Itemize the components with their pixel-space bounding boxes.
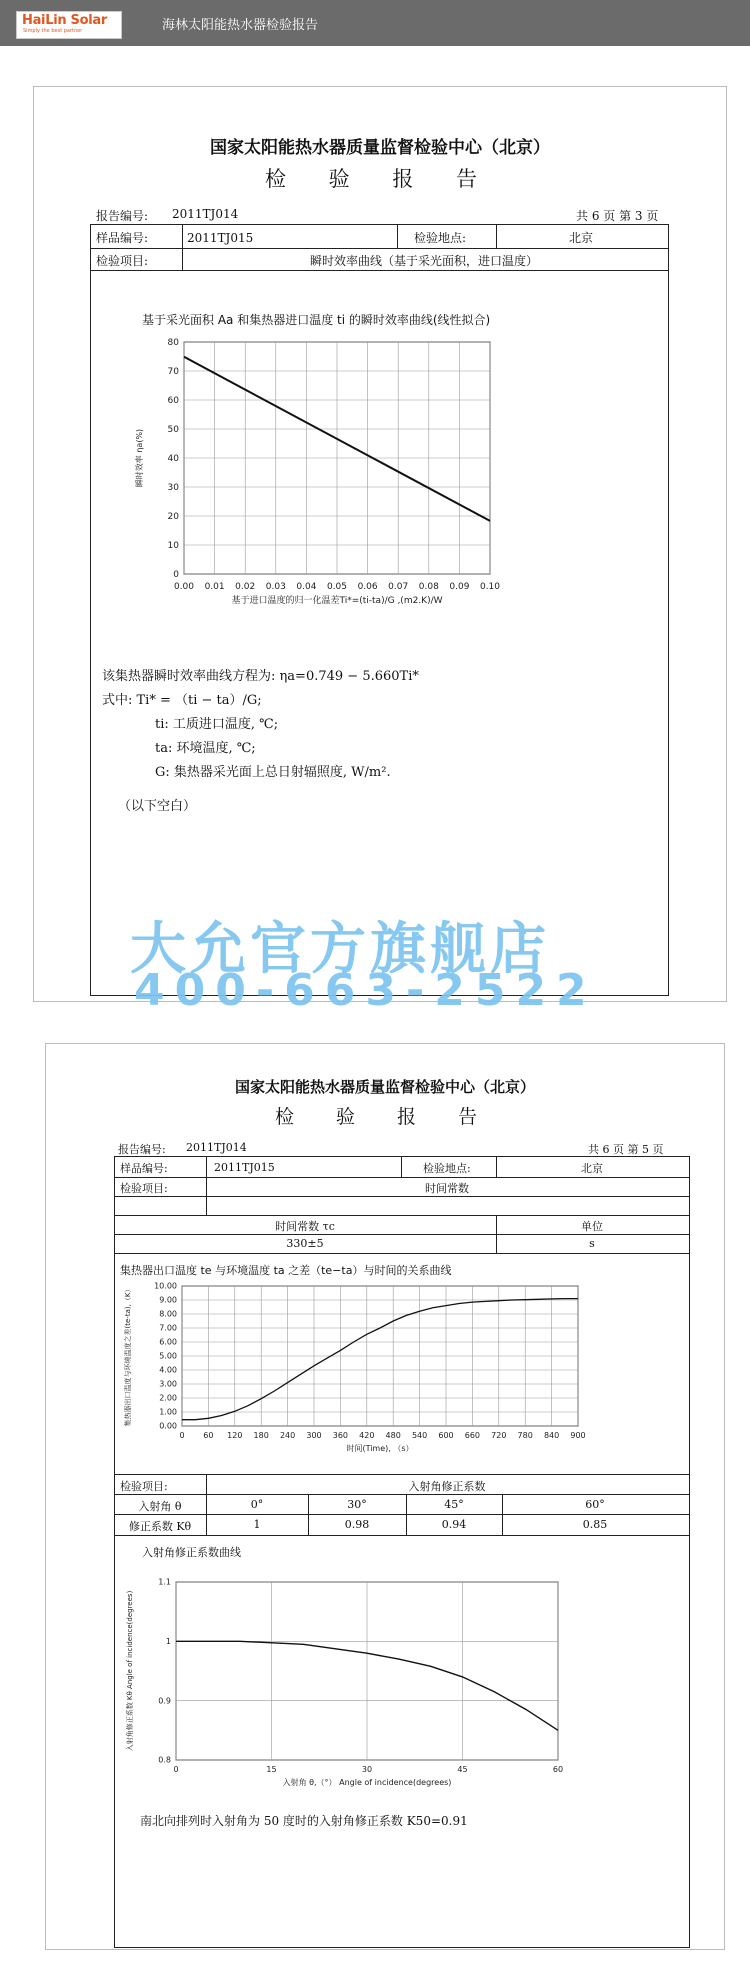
x-tick-label: 300 (306, 1431, 322, 1440)
report-page-3 (33, 86, 727, 1002)
page-info: 共 6 页 第 5 页 (588, 1143, 664, 1156)
logo-text: HaiLin Solar (22, 13, 107, 28)
report-no: 2011TJ014 (172, 207, 239, 221)
x-tick-label: 0.09 (449, 582, 470, 592)
equation-line: ta: 环境温度, ℃; (155, 741, 256, 756)
y-tick-label: 0.9 (158, 1696, 171, 1706)
blank-note: （以下空白） (118, 799, 197, 814)
report-title: 检 验 报 告 (274, 1106, 496, 1128)
col-divider (401, 1156, 402, 1177)
y-tick-label: 20 (167, 512, 179, 522)
row-divider (114, 1215, 689, 1216)
y-tick-label: 1.1 (158, 1577, 171, 1587)
y-tick-label: 0.8 (158, 1755, 171, 1765)
x-tick-label: 60 (552, 1765, 564, 1774)
top-bar (0, 0, 750, 46)
watermark-phone: 400-663-2522 (134, 965, 597, 1016)
x-tick-label: 120 (227, 1431, 243, 1440)
y-tick-label: 40 (167, 454, 179, 464)
sample-no: 2011TJ015 (214, 1161, 275, 1174)
iam-chart-title: 入射角修正系数曲线 (142, 1546, 241, 1559)
row-divider (90, 248, 668, 249)
watermark-store-name: 大允官方旗舰店 (130, 917, 550, 982)
location-label: 检验地点: (414, 231, 467, 245)
x-tick-label: 45 (457, 1765, 468, 1774)
x-tick-label: 900 (570, 1431, 586, 1440)
row-divider (114, 1234, 689, 1235)
x-tick-label: 0.00 (173, 582, 195, 592)
x-tick-label: 0.08 (418, 582, 439, 592)
unit-value: s (589, 1237, 595, 1250)
y-tick-label: 3.00 (159, 1379, 177, 1389)
equation-line: ti: 工质进口温度, ℃; (155, 717, 279, 732)
angle-cell: 60° (585, 1498, 605, 1511)
row-divider (114, 1253, 689, 1254)
report-no-label: 报告编号: (118, 1143, 166, 1156)
y-axis-label: 集热器出口温度与环境温度之差(te-ta),（K） (124, 1285, 132, 1427)
y-tick-label: 60 (167, 396, 179, 406)
sample-no: 2011TJ015 (187, 231, 254, 245)
time-constant-chart (118, 1280, 686, 1460)
x-tick-label: 780 (517, 1431, 533, 1440)
item2: 入射角修正系数 (408, 1480, 486, 1493)
x-tick-label: 0 (173, 1765, 179, 1774)
y-tick-label: 1.00 (159, 1407, 177, 1417)
page-title: 海林太阳能热水器检验报告 (162, 18, 319, 33)
report-no: 2011TJ014 (186, 1141, 247, 1154)
equation-line: 式中: Ti* = （ti − ta）/G; (102, 693, 262, 708)
y-tick-label: 2.00 (159, 1393, 177, 1403)
location: 北京 (581, 1162, 603, 1175)
x-tick-label: 840 (543, 1431, 560, 1440)
item: 时间常数 (425, 1182, 469, 1195)
x-tick-label: 0.10 (479, 582, 501, 592)
x-tick-label: 15 (266, 1765, 277, 1774)
x-axis-label: 时间(Time), （s） (346, 1444, 414, 1453)
y-tick-label: 10 (167, 541, 179, 551)
iam-chart (118, 1564, 686, 1794)
series-line (182, 1299, 578, 1420)
angle-cell: 45° (444, 1498, 464, 1511)
item2-label: 检验项目: (120, 1480, 168, 1493)
row-divider (114, 1474, 689, 1475)
x-tick-label: 660 (464, 1431, 481, 1440)
x-tick-label: 180 (253, 1431, 269, 1440)
x-tick-label: 720 (491, 1431, 507, 1440)
chart-title: 集热器出口温度 te 与环境温度 ta 之差（te−ta）与时间的关系曲线 (120, 1264, 452, 1277)
x-tick-label: 540 (411, 1431, 428, 1440)
org-name: 国家太阳能热水器质量监督检验中心（北京） (210, 138, 550, 158)
row-divider (114, 1494, 689, 1495)
x-tick-label: 0.04 (296, 582, 317, 592)
x-tick-label: 0.01 (204, 582, 225, 592)
row-divider (114, 1177, 689, 1178)
y-tick-label: 70 (167, 367, 179, 377)
report-no-label: 报告编号: (96, 209, 149, 223)
time-constant-header: 时间常数 τc (275, 1220, 335, 1233)
col-divider (397, 224, 398, 248)
report-page-5 (45, 1043, 725, 1950)
location: 北京 (568, 231, 593, 245)
report-title: 检 验 报 告 (264, 167, 496, 191)
k-cell: 0.98 (344, 1518, 370, 1531)
item-label: 检验项目: (120, 1182, 168, 1195)
org-name: 国家太阳能热水器质量监督检验中心（北京） (234, 1078, 535, 1096)
y-axis-label: 瞬时效率 ηa(%) (135, 428, 144, 488)
x-tick-label: 0 (179, 1431, 185, 1440)
y-tick-label: 50 (167, 425, 179, 435)
y-tick-label: 0 (173, 570, 179, 580)
item: 瞬时效率曲线（基于采光面积，进口温度） (309, 254, 538, 268)
y-tick-label: 0.00 (159, 1421, 177, 1431)
sample-no-label: 样品编号: (120, 1162, 168, 1175)
x-tick-label: 360 (332, 1431, 349, 1440)
y-tick-label: 8.00 (159, 1309, 177, 1319)
item-label: 检验项目: (96, 254, 149, 268)
k-label: 修正系数 Kθ (128, 1520, 192, 1533)
y-axis-label: 入射角修正系数 Kθ Angle of incidence(degrees) (126, 1590, 134, 1752)
logo-tagline: Simply the best partner (23, 28, 83, 34)
x-tick-label: 600 (438, 1431, 454, 1440)
row-divider (90, 270, 668, 271)
x-axis-label: 入射角 θ,（°） Angle of incidence(degrees) (282, 1778, 452, 1787)
equation-line: 该集热器瞬时效率曲线方程为: ηa=0.749 − 5.660Ti* (102, 669, 419, 684)
y-tick-label: 7.00 (159, 1323, 177, 1333)
row-divider (114, 1196, 689, 1197)
x-tick-label: 30 (361, 1765, 373, 1774)
x-tick-label: 240 (279, 1431, 296, 1440)
angle-cell: 30° (347, 1498, 367, 1511)
sample-no-label: 样品编号: (96, 231, 149, 245)
y-tick-label: 1 (165, 1637, 171, 1646)
x-axis-label: 基于进口温度的归一化温差Ti*=(ti-ta)/G ,(m2.K)/W (231, 596, 443, 606)
equation-line: G: 集热器采光面上总日射辐照度, W/m². (155, 765, 391, 780)
location-label: 检验地点: (423, 1162, 471, 1175)
x-tick-label: 420 (359, 1431, 375, 1440)
y-tick-label: 6.00 (159, 1337, 177, 1347)
chart-title: 基于采光面积 Aa 和集热器进口温度 ti 的瞬时效率曲线(线性拟合) (142, 313, 491, 327)
efficiency-chart (104, 332, 664, 632)
row-divider (114, 1514, 689, 1515)
angle-cell: 0° (250, 1498, 264, 1511)
x-tick-label: 480 (385, 1431, 401, 1440)
x-tick-label: 0.02 (235, 582, 256, 592)
row-divider (114, 1535, 689, 1536)
time-constant-value: 330±5 (286, 1237, 324, 1250)
k-cell: 0.85 (582, 1518, 608, 1531)
angle-label: 入射角 θ (138, 1500, 182, 1513)
logo[interactable] (16, 11, 122, 39)
footnote: 南北向排列时入射角为 50 度时的入射角修正系数 K50=0.91 (140, 1814, 468, 1828)
page-info: 共 6 页 第 3 页 (576, 209, 659, 223)
y-tick-label: 30 (167, 483, 179, 493)
x-tick-label: 0.07 (388, 582, 409, 592)
x-tick-label: 0.03 (265, 582, 286, 592)
y-tick-label: 9.00 (159, 1295, 177, 1305)
y-tick-label: 10.00 (154, 1281, 177, 1291)
y-tick-label: 4.00 (159, 1365, 177, 1375)
x-tick-label: 0.06 (357, 582, 378, 592)
y-tick-label: 5.00 (159, 1351, 177, 1361)
unit-header: 单位 (581, 1220, 603, 1233)
x-tick-label: 0.05 (326, 582, 348, 592)
x-tick-label: 60 (203, 1431, 214, 1440)
k-cell: 1 (253, 1518, 261, 1531)
k-cell: 0.94 (441, 1518, 467, 1531)
y-tick-label: 80 (167, 338, 179, 348)
